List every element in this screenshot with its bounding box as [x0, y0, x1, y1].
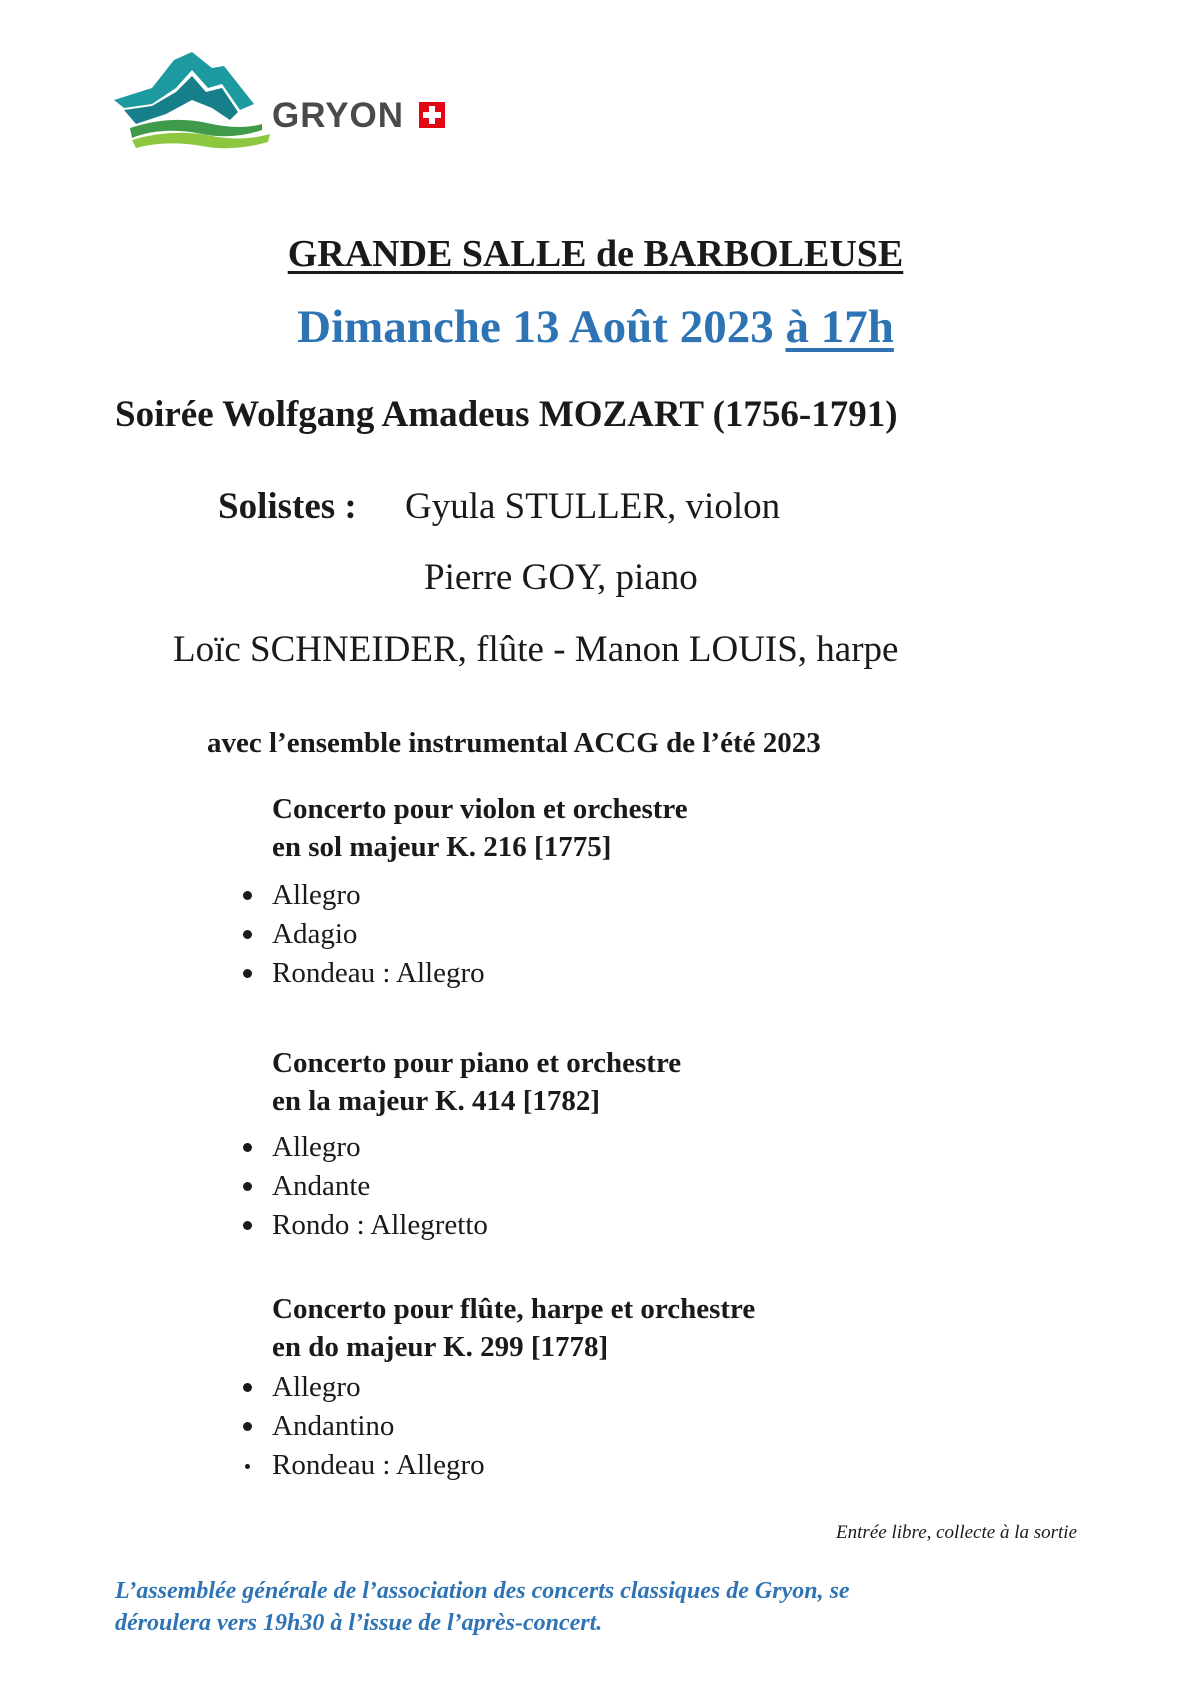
work-title — [272, 1290, 755, 1366]
list-item: Andantino — [272, 1407, 485, 1446]
work-title-line: Concerto pour violon et orchestre — [272, 793, 688, 825]
bullet-icon — [243, 1221, 252, 1230]
work-title — [272, 790, 688, 866]
assembly-line: déroulera vers 19h30 à l’issue de l’après-concert. — [115, 1610, 603, 1636]
movement-list — [272, 876, 485, 993]
soloist-line: Pierre GOY, piano — [424, 557, 698, 598]
swiss-flag-icon — [419, 102, 445, 128]
ensemble-line: avec l’ensemble instrumental ACCG de l’été 2023 — [207, 727, 821, 759]
soloist-line: Gyula STULLER, violon — [405, 486, 781, 527]
event-time: à 17h — [785, 301, 894, 353]
work-title-line: Concerto pour flûte, harpe et orchestre — [272, 1293, 756, 1325]
list-item: Allegro — [272, 876, 485, 915]
bullet-icon — [243, 1182, 252, 1191]
event-date — [0, 300, 1191, 354]
work-title-line: en do majeur K. 299 [1778] — [272, 1331, 609, 1363]
bullet-icon — [243, 1143, 252, 1152]
list-item: Rondeau : Allegro — [272, 954, 485, 993]
list-item: Allegro — [272, 1128, 488, 1167]
movement-list — [272, 1368, 485, 1485]
mountain-logo-icon — [112, 48, 272, 158]
admission-note: Entrée libre, collecte à la sortie — [836, 1522, 1077, 1543]
bullet-icon — [243, 1383, 252, 1392]
movement-list — [272, 1128, 488, 1245]
bullet-icon — [243, 891, 252, 900]
list-item: Rondo : Allegretto — [272, 1206, 488, 1245]
bullet-icon — [243, 1422, 252, 1431]
date-text: Dimanche 13 Août 2023 — [297, 301, 786, 353]
venue-heading: GRANDE SALLE de BARBOLEUSE — [287, 233, 904, 275]
bullet-icon — [243, 969, 252, 978]
list-item: Andante — [272, 1167, 488, 1206]
work-title-line: Concerto pour piano et orchestre — [272, 1047, 682, 1079]
bullet-icon — [243, 930, 252, 939]
assembly-line: L’assemblée générale de l’association des concerts classiques de Gryon, se — [115, 1578, 850, 1604]
assembly-notice — [115, 1575, 850, 1639]
logo-wordmark: GRYON — [272, 96, 405, 135]
concert-title: Soirée Wolfgang Amadeus MOZART (1756-1791) — [115, 394, 898, 435]
soloists-label: Solistes : — [218, 486, 357, 527]
list-item: Adagio — [272, 915, 485, 954]
gryon-logo — [112, 48, 452, 158]
list-item: Rondeau : Allegro — [272, 1446, 485, 1485]
bullet-icon — [245, 1464, 250, 1469]
work-title — [272, 1044, 681, 1120]
work-title-line: en la majeur K. 414 [1782] — [272, 1085, 601, 1117]
soloist-line: Loïc SCHNEIDER, flûte - Manon LOUIS, harpe — [173, 629, 899, 670]
work-title-line: en sol majeur K. 216 [1775] — [272, 831, 612, 863]
list-item: Allegro — [272, 1368, 485, 1407]
